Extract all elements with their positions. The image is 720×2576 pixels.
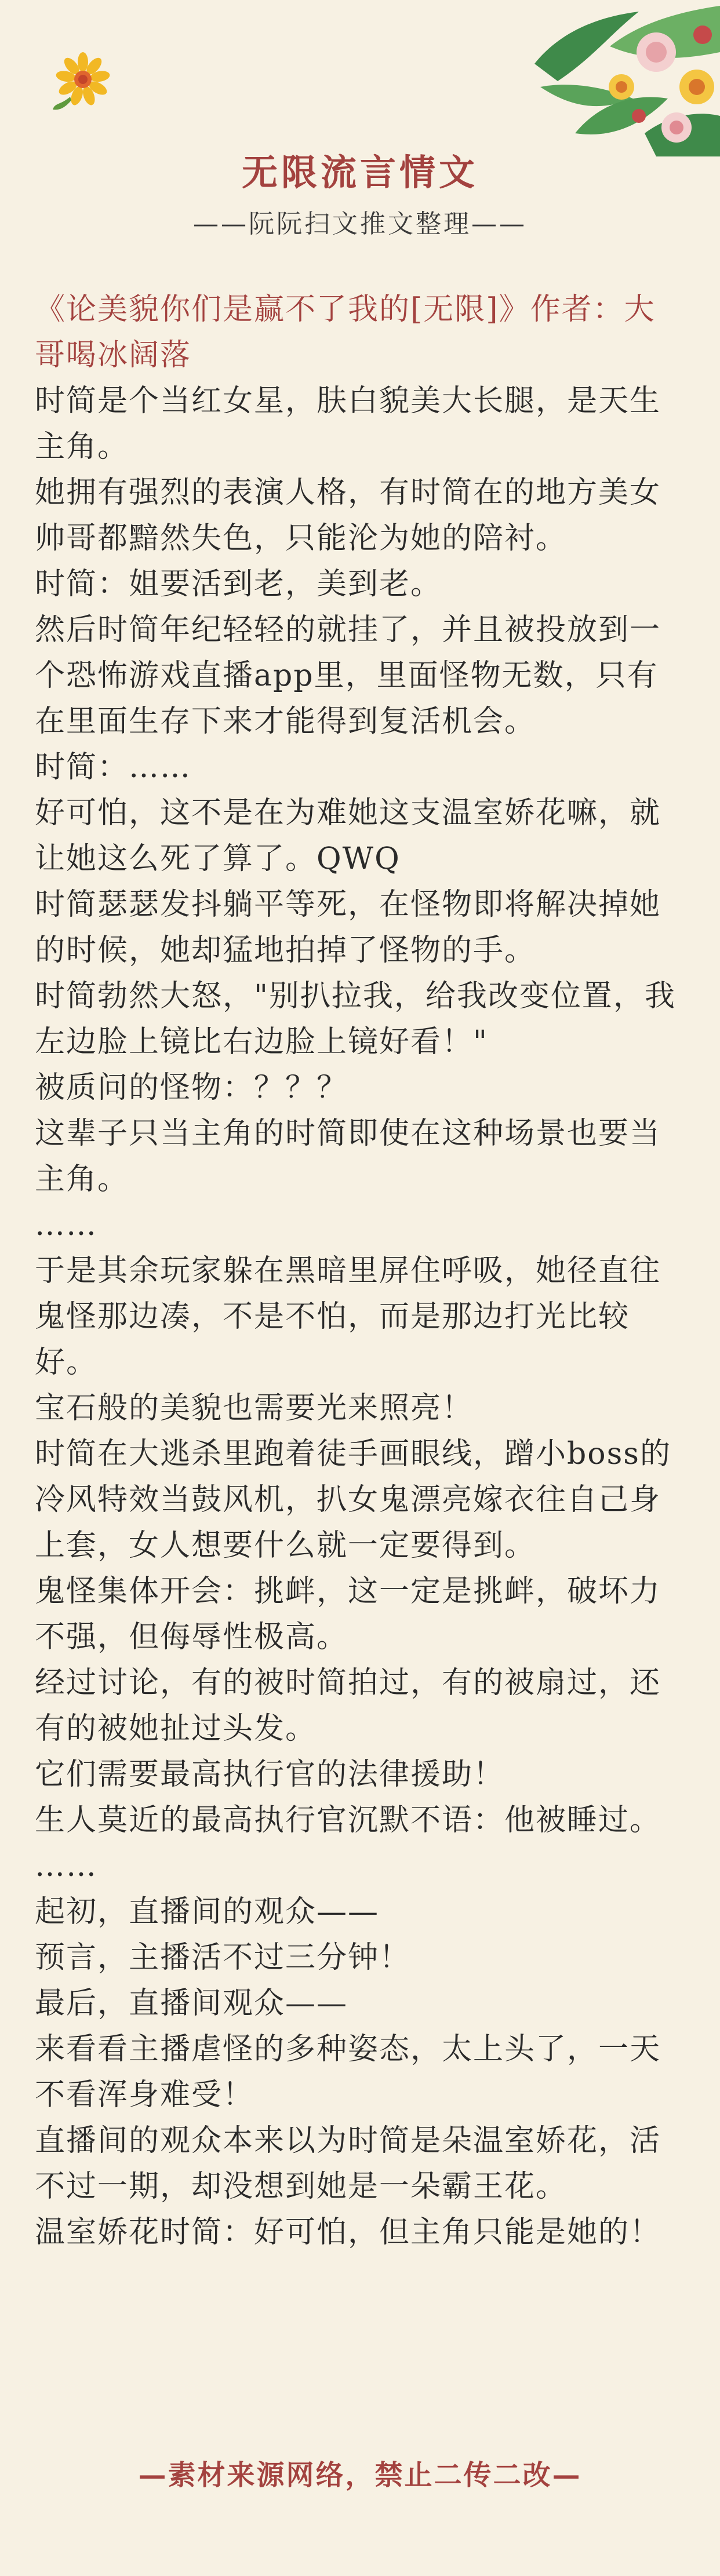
paragraph: 时简：…… (35, 750, 192, 785)
footer-notice: —素材来源网络，禁止二传二改— (138, 2459, 582, 2491)
paragraph: 来看看主播虐怪的多种姿态，太上头了，一天不看浑身难受！ (35, 2032, 661, 2112)
paragraph: 鬼怪集体开会：挑衅，这一定是挑衅，破坏力不强，但侮辱性极高。 (35, 1574, 661, 1655)
paragraph: 直播间的观众本来以为时简是朵温室娇花，活不过一期，却没想到她是一朵霸王花。 (35, 2123, 661, 2204)
paragraph: 最后，直播间观众—— (35, 1986, 348, 2021)
paragraph: 它们需要最高执行官的法律援助！ (35, 1757, 505, 1792)
paragraph: 温室娇花时简：好可怕，但主角只能是她的！ (35, 2215, 661, 2250)
paragraph: 时简是个当红女星，肤白貌美大长腿，是天生主角。 (35, 384, 661, 464)
sunflower-icon (51, 48, 115, 111)
paragraph: 生人莫近的最高执行官沉默不语：他被睡过。 (35, 1803, 661, 1838)
paragraph: 时简：姐要活到老，美到老。 (35, 567, 442, 602)
paragraph: …… (35, 1208, 97, 1243)
paragraph: 然后时简年纪轻轻的就挂了，并且被投放到一个恐怖游戏直播app里，里面怪物无数，只有在里面生存下来才能得到复活机会。 (35, 613, 661, 739)
paragraph: 起初，直播间的观众—— (35, 1894, 380, 1929)
book-title: 《论美貌你们是赢不了我的[无限]》作者：大哥喝冰阔落 (35, 292, 656, 373)
paragraph: 时简瑟瑟发抖躺平等死，在怪物即将解决掉她的时候，她却猛地拍掉了怪物的手。 (35, 887, 661, 968)
paragraph: 经过讨论，有的被时简拍过，有的被扇过，还有的被她扯过头发。 (35, 1666, 661, 1746)
paragraph: 时简在大逃杀里跑着徒手画眼线，蹭小boss的冷风特效当鼓风机，扒女鬼漂亮嫁衣往自己身上套，女人想要什么就一定要得到。 (35, 1437, 671, 1563)
paragraph: …… (35, 1849, 97, 1883)
paragraph: 时简勃然大怒，"别扒拉我，给我改变位置，我左边脸上镜比右边脸上镜好看！" (35, 979, 676, 1059)
page-title: 无限流言情文 (241, 151, 478, 194)
paragraph: 于是其余玩家躲在黑暗里屏住呼吸，她径直往鬼怪那边凑，不是不怕，而是那边打光比较好。 (35, 1254, 661, 1380)
paragraph: 预言，主播活不过三分钟！ (35, 1940, 411, 1975)
paragraph: 好可怕，这不是在为难她这支温室娇花嘛，就让她这么死了算了。QWQ (35, 796, 661, 876)
paragraph: 她拥有强烈的表演人格，有时简在的地方美女帅哥都黯然失色，只能沦为她的陪衬。 (35, 475, 661, 556)
article-body (35, 287, 685, 2256)
page-subtitle: ——阮阮扫文推文整理—— (193, 209, 527, 239)
paragraph: 这辈子只当主角的时简即使在这种场景也要当主角。 (35, 1116, 661, 1197)
paragraph: 被质问的怪物：？？？ (35, 1070, 348, 1105)
flower-bouquet-icon (523, 0, 720, 156)
paragraph: 宝石般的美貌也需要光来照亮！ (35, 1391, 474, 1426)
